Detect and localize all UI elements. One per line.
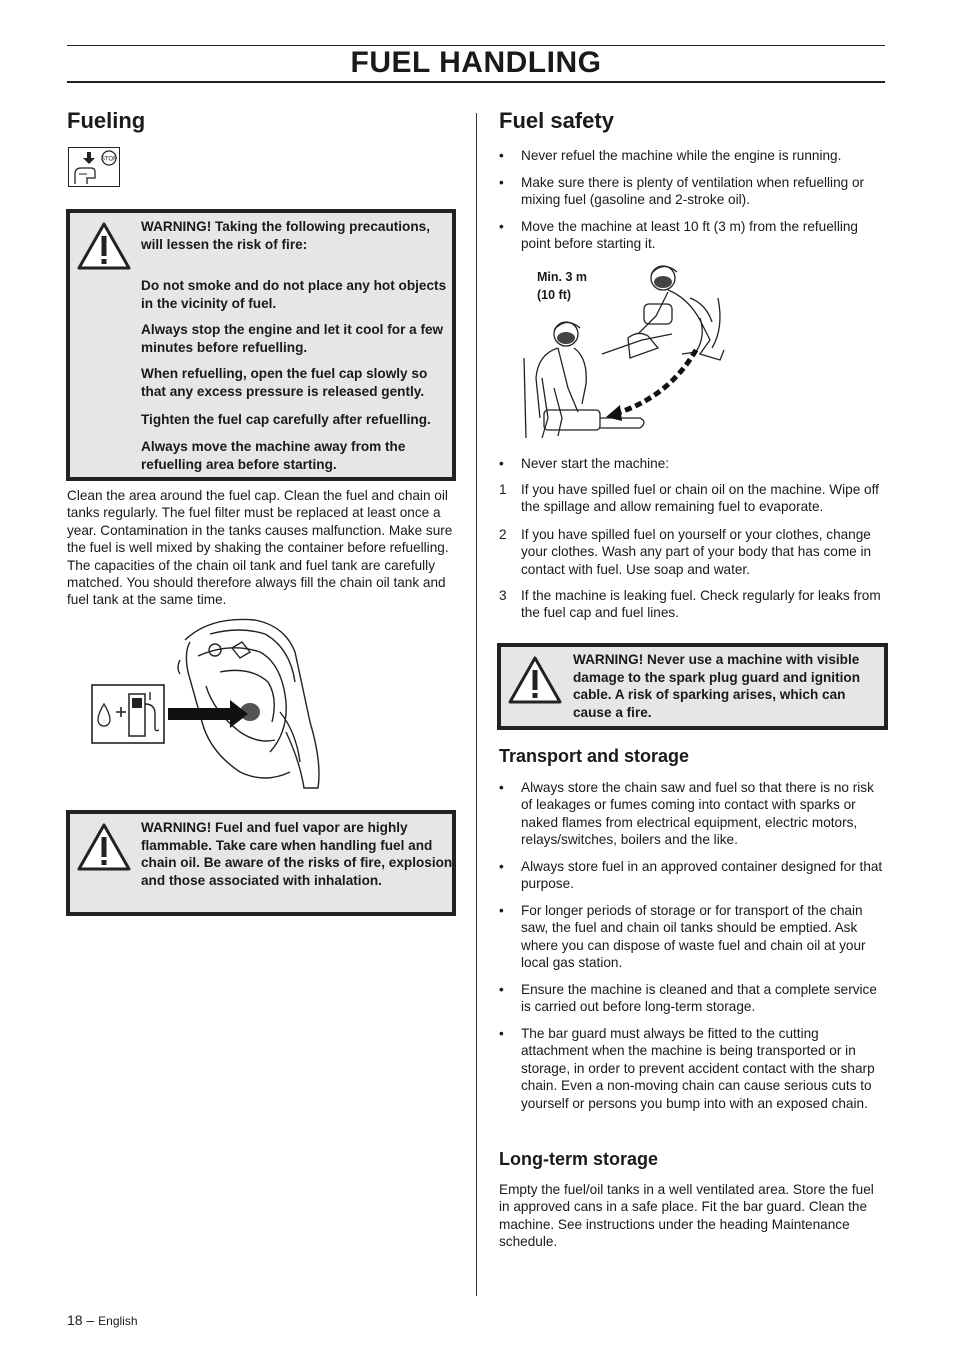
warning-line: Tighten the fuel cap carefully after refuelling. (141, 412, 431, 427)
warning-line: Always move the machine away from the refuelling area before starting. (141, 439, 406, 472)
flammable-warning (66, 810, 456, 916)
warning-line: WARNING! Taking the following precautions, will lessen the risk of fire: (141, 219, 430, 252)
warning-triangle-icon (76, 822, 132, 877)
transport-heading: Transport and storage (499, 746, 690, 766)
page-title: FUEL HANDLING (350, 46, 602, 79)
warning-triangle-icon (507, 655, 563, 710)
page-footer (67, 1312, 138, 1328)
svg-text:STOP: STOP (100, 156, 118, 163)
stop-engine-refuel-icon (68, 147, 120, 187)
title-rule (67, 81, 885, 83)
longterm-heading: Long-term storage (499, 1149, 659, 1169)
warning-text: WARNING! Never use a machine with visible damage to the spark plug guard and ignition cable. A risk of sparking arises, which can cause a fire. (573, 652, 860, 720)
warning-text: WARNING! Fuel and fuel vapor are highly flammable. Take care when handling fuel and chain oil. Be aware of the risks of fire, explosion and those associated with inhalation. (141, 820, 453, 888)
fuel-safety-heading: Fuel safety (499, 108, 614, 133)
warning-triangle-icon (76, 221, 132, 276)
distance-label: Min. 3 m (10 ft) (537, 270, 588, 302)
warning-line: Do not smoke and do not place any hot objects in the vicinity of fuel. (141, 278, 447, 311)
spark-plug-warning (497, 643, 888, 730)
warning-line: When refuelling, open the fuel cap slowly so that any excess pressure is released gently. (141, 366, 428, 399)
fueling-heading: Fueling (67, 108, 146, 133)
refuel-distance-illustration (518, 258, 743, 444)
warning-line: Always stop the engine and let it cool for a few minutes before refuelling. (141, 322, 444, 355)
fuel-oil-pump-icon (92, 685, 164, 743)
longterm-paragraph: Empty the fuel/oil tanks in a well ventilated area. Store the fuel in approved cans in a safe place. Fit the bar guard. Clean the machine. See instructions under the heading Maintenance schedule. (499, 1182, 874, 1250)
fueling-paragraph: Clean the area around the fuel cap. Clean the fuel and chain oil tanks regularly. The fuel filter must be replaced at least once a year. Contamination in the tanks causes malfunction. Make sure the fuel is well mixed by shaking the container before refuelling. The capacities of the chain oil tank and fuel tank are carefully matched. You should therefore always fill the chain oil tank and fuel tank at the same time. (67, 488, 453, 608)
page-number: 18 – (67, 1312, 95, 1328)
chainsaw-refuel-illustration (90, 612, 330, 792)
footer-language: English (98, 1314, 138, 1328)
fire-precautions-warning (66, 209, 456, 481)
column-divider (476, 113, 477, 1296)
